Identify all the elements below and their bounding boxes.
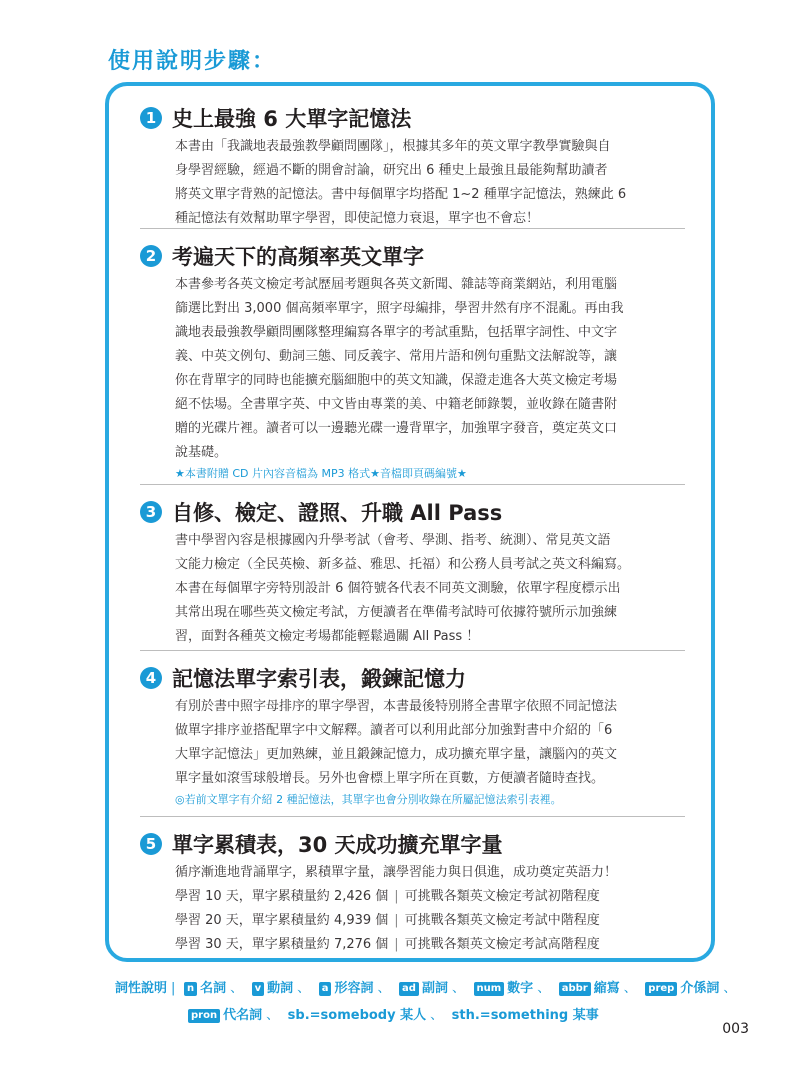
pos-tag-badge: ad (399, 982, 419, 996)
pos-tag-badge: prep (645, 982, 677, 996)
part-of-speech-legend (115, 975, 737, 1029)
legend-separator: 、 (230, 981, 244, 996)
section-title: 史上最強 6 大單字記憶法 (172, 107, 412, 131)
body-line: 習，面對各種英文檢定考場都能輕鬆過關 All Pass ！ (175, 629, 480, 644)
table-row (175, 909, 685, 933)
legend-separator: 、 (297, 981, 311, 996)
body-line: 書中學習內容是根據國內升學考試（會考、學測、指考、統測）、常見英文語 (175, 533, 611, 548)
abbreviation-note: sth.=something 某事 (451, 1008, 599, 1023)
column-separator: | (394, 913, 399, 928)
table-cell-left: 學習 30 天，單字累積量約 7,276 個 (175, 937, 389, 952)
pos-tag-badge: n (184, 982, 197, 996)
pos-tag-label: 副詞 (421, 981, 448, 996)
body-line: 本書由「我識地表最強教學顧問團隊」，根據其多年的英文單字教學實驗與自 (175, 139, 611, 154)
body-line: 單字量如滾雪球般增長。另外也會標上單字所在頁數，方便讀者隨時查找。 (175, 771, 605, 786)
table-cell-right: 可挑戰各類英文檢定考試中階程度 (404, 913, 600, 928)
section-number-badge: 1 (140, 107, 162, 129)
section-divider (140, 650, 685, 651)
pos-tag-label: 形容詞 (334, 981, 374, 996)
body-line: 義、中英文例句、動詞三態、同反義字、常用片語和例句重點文法解說等，讓 (175, 349, 618, 364)
pos-tag-label: 縮寫 (593, 981, 620, 996)
section-note: ◎若前文單字有介紹 2 種記憶法，其單字也會分別收錄在所屬記憶法索引表裡。 (175, 793, 562, 806)
body-line: 大單字記憶法」更加熟練，並且鍛鍊記憶力，成功擴充單字量，讓腦內的英文 (175, 747, 618, 762)
table-cell-right: 可挑戰各類英文檢定考試高階程度 (404, 937, 600, 952)
pos-tag-label: 代名詞 (223, 1008, 263, 1023)
legend-separator: | (171, 981, 176, 996)
table-row (175, 885, 685, 909)
legend-row (115, 975, 737, 1002)
page-title: 使用說明步驟： (108, 49, 277, 74)
table-cell-left: 學習 20 天，單字累積量約 4,939 個 (175, 913, 389, 928)
table-cell-left: 學習 10 天，單字累積量約 2,426 個 (175, 889, 389, 904)
body-line: 說基礎。 (175, 445, 228, 460)
section-number-badge: 5 (140, 833, 162, 855)
body-line: 其常出現在哪些英文檢定考試，方便讀者在準備考試時可依據符號所示加強練 (175, 605, 618, 620)
pos-tag-badge: a (319, 982, 332, 996)
pos-tag-badge: num (474, 982, 505, 996)
body-line: 文能力檢定（全民英檢、新多益、雅思、托福）和公務人員考試之英文科編寫。 (175, 557, 631, 572)
legend-separator: 、 (377, 981, 391, 996)
section-title: 記憶法單字索引表，鍛鍊記憶力 (172, 667, 466, 691)
section-title: 自修、檢定、證照、升職 All Pass (172, 501, 503, 525)
section-number-badge: 3 (140, 501, 162, 523)
pos-tag-badge: v (252, 982, 265, 996)
pos-tag-label: 介係詞 (680, 981, 720, 996)
section-divider (140, 816, 685, 817)
legend-row (115, 1002, 715, 1029)
body-line: 本書在每個單字旁特別設計 6 個符號各代表不同英文測驗，依單字程度標示出 (175, 581, 621, 596)
section-body (175, 695, 685, 791)
pos-tag-badge: pron (188, 1009, 220, 1023)
body-line: 本書參考各英文檢定考試歷屆考題與各英文新聞、雜誌等商業網站，利用電腦 (175, 277, 618, 292)
body-line: 贈的光碟片裡。讀者可以一邊聽光碟一邊背單字，加強單字發音，奠定英文口 (175, 421, 618, 436)
column-separator: | (394, 937, 399, 952)
section-body (175, 135, 685, 231)
page-number: 003 (722, 1021, 749, 1037)
section-divider (140, 484, 685, 485)
table-cell-right: 可挑戰各類英文檢定考試初階程度 (404, 889, 600, 904)
body-line: 種記憶法有效幫助單字學習，即使記憶力衰退，單字也不會忘！ (175, 211, 540, 226)
body-line: 循序漸進地背誦單字，累積單字量，讓學習能力與日俱進，成功奠定英語力！ (175, 865, 618, 880)
legend-separator: 、 (623, 981, 637, 996)
body-line: 將英文單字背熟的記憶法。書中每個單字均搭配 1~2 種單字記憶法，熟練此 6 (175, 187, 627, 202)
pos-tag-badge: abbr (559, 982, 591, 996)
section-divider (140, 228, 685, 229)
legend-separator: 、 (451, 981, 465, 996)
section-4 (140, 663, 685, 809)
section-1 (140, 103, 685, 231)
pos-tag-label: 數字 (507, 981, 534, 996)
column-separator: | (394, 889, 399, 904)
section-body (175, 861, 685, 957)
body-line: 你在背單字的同時也能擴充腦細胞中的英文知識，保證走進各大英文檢定考場 (175, 373, 618, 388)
section-title: 單字累積表，30 天成功擴充單字量 (172, 833, 503, 857)
pos-tag-label: 動詞 (267, 981, 294, 996)
section-number-badge: 4 (140, 667, 162, 689)
body-line: 識地表最強教學顧問團隊整理編寫各單字的考試重點，包括單字詞性、中文字 (175, 325, 618, 340)
body-line: 做單字排序並搭配單字中文解釋。讀者可以利用此部分加強對書中介紹的「6 (175, 723, 613, 738)
section-number-badge: 2 (140, 245, 162, 267)
section-body (175, 273, 685, 465)
body-line: 有別於書中照字母排序的單字學習，本書最後特別將全書單字依照不同記憶法 (175, 699, 618, 714)
legend-separator: 、 (537, 981, 551, 996)
section-title: 考遍天下的高頻率英文單字 (172, 245, 424, 269)
body-line: 絕不怯場。全書單字英、中文皆由專業的美、中籍老師錄製，並收錄在隨書附 (175, 397, 618, 412)
section-note: ★本書附贈 CD 片內容音檔為 MP3 格式★音檔即頁碼編號★ (175, 467, 467, 480)
legend-separator: 、 (266, 1008, 280, 1023)
section-2 (140, 241, 685, 483)
body-line: 篩選比對出 3,000 個高頻率單字，照字母編排，學習井然有序不混亂。再由我 (175, 301, 624, 316)
table-row (175, 933, 685, 957)
body-line: 身學習經驗，經過不斷的開會討論，研究出 6 種史上最強且最能夠幫助讀者 (175, 163, 608, 178)
legend-separator: 、 (430, 1008, 444, 1023)
section-3 (140, 497, 685, 649)
pos-tag-label: 名詞 (200, 981, 227, 996)
legend-label: 詞性說明 (115, 981, 168, 996)
section-body (175, 529, 685, 649)
legend-separator: 、 (723, 981, 737, 996)
section-5 (140, 829, 685, 957)
abbreviation-note: sb.=somebody 某人 (287, 1008, 427, 1023)
